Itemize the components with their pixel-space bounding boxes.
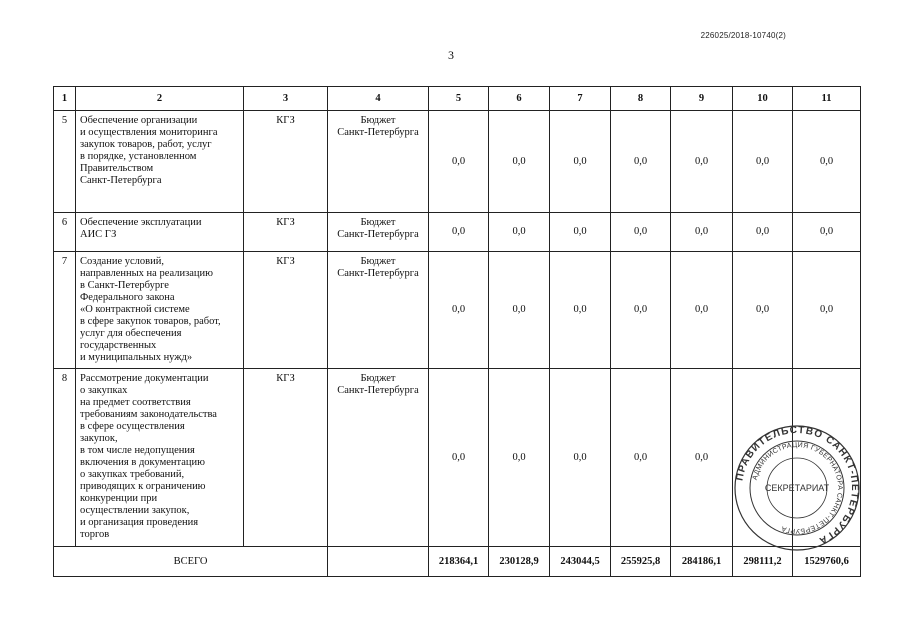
value-cell: 0,0 [793,213,861,252]
value-cell: 0,0 [550,252,611,369]
table-row [54,213,861,252]
value-cell: 0,0 [671,369,733,547]
value-cell: 0,0 [611,111,671,213]
table-row [54,252,861,369]
total-value: 284186,1 [671,547,733,577]
column-header: 10 [733,87,793,111]
value-cell: 0,0 [489,111,550,213]
value-cell: 0,0 [429,369,489,547]
row-number: 6 [54,213,76,252]
activity-name: Рассмотрение документации о закупках на предмет соответствия требованиям законодательства в сфере осуществления закупок, в том числе недопущения включения в документацию о закупках требований, приводящих к ограничению конкуренции при осуществлении закупок, и организация проведения торгов [76,369,244,547]
value-cell: 0,0 [611,252,671,369]
activity-name: Обеспечение эксплуатации АИС ГЗ [76,213,244,252]
column-header: 3 [244,87,328,111]
row-number: 8 [54,369,76,547]
total-value: 298111,2 [733,547,793,577]
value-cell: 0,0 [489,252,550,369]
header-row [54,87,861,111]
total-value: 1529760,6 [793,547,861,577]
total-value: 230128,9 [489,547,550,577]
value-cell: 0,0 [550,111,611,213]
value-cell: 0,0 [733,213,793,252]
column-header: 5 [429,87,489,111]
value-cell: 0,0 [489,213,550,252]
funding-source: Бюджет Санкт-Петербурга [328,252,429,369]
total-value: 218364,1 [429,547,489,577]
value-cell: 0,0 [793,252,861,369]
total-value: 255925,8 [611,547,671,577]
value-cell: 0,0 [671,252,733,369]
value-cell: 0,0 [671,111,733,213]
table-row [54,111,861,213]
column-header: 8 [611,87,671,111]
executor: КГЗ [244,213,328,252]
column-header: 11 [793,87,861,111]
value-cell: 0,0 [611,213,671,252]
column-header: 4 [328,87,429,111]
value-cell: 0,0 [489,369,550,547]
activity-name: Создание условий, направленных на реализацию в Санкт-Петербурге Федерального закона «О контрактной системе в сфере закупок товаров, работ, услуг для обеспечения государственных и муниципальных нужд» [76,252,244,369]
value-cell: 0,0 [550,213,611,252]
column-header: 1 [54,87,76,111]
column-header: 6 [489,87,550,111]
value-cell: 0,0 [611,369,671,547]
executor: КГЗ [244,369,328,547]
page-number: 3 [448,48,454,62]
column-header: 2 [76,87,244,111]
document-number: 226025/2018-10740(2) [700,31,786,40]
seal-center-text: СЕКРЕТАРИАТ [764,483,830,493]
value-cell: 0,0 [671,213,733,252]
seal-inner-text: АДМИНИСТРАЦИЯ ГУБЕРНАТОРА САНКТ-ПЕТЕРБУРГА [751,441,844,535]
executor: КГЗ [244,252,328,369]
total-value: 243044,5 [550,547,611,577]
row-number: 7 [54,252,76,369]
value-cell: 0,0 [429,213,489,252]
value-cell: 0,0 [429,252,489,369]
official-seal [733,424,861,552]
total-label: ВСЕГО [54,547,328,577]
funding-source: Бюджет Санкт-Петербурга [328,111,429,213]
seal-outer-text: ПРАВИТЕЛЬСТВО САНКТ-ПЕТЕРБУРГА [734,424,861,547]
value-cell: 0,0 [733,111,793,213]
funding-source: Бюджет Санкт-Петербурга [328,213,429,252]
value-cell: 0,0 [550,369,611,547]
column-header: 9 [671,87,733,111]
column-header: 7 [550,87,611,111]
activity-name: Обеспечение организации и осуществления мониторинга закупок товаров, работ, услуг в порядке, установленном Правительством Санкт-Петербурга [76,111,244,213]
funding-source: Бюджет Санкт-Петербурга [328,369,429,547]
value-cell: 0,0 [793,111,861,213]
executor: КГЗ [244,111,328,213]
row-number: 5 [54,111,76,213]
value-cell: 0,0 [429,111,489,213]
value-cell: 0,0 [733,252,793,369]
empty-cell [328,547,429,577]
